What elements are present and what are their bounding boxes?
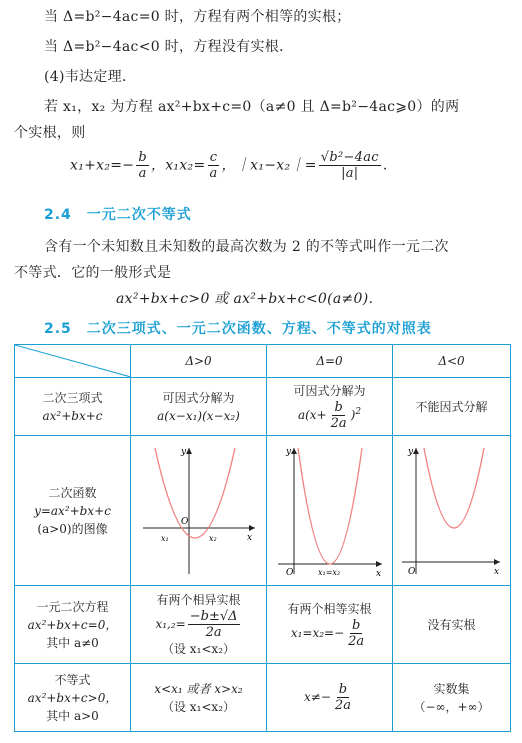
fraction: $\frac{-b\pm√\Delta}{2a}$ (189, 609, 238, 640)
row-label-inequality: 不等式 ax²+bx+c>0， 其中 a>0 (15, 664, 131, 732)
cell-inequality-zero: x≠− $\frac{b}{2a}$ (267, 664, 393, 732)
table-corner-cell (15, 345, 131, 378)
col-header-delta-negative: Δ<0 (393, 345, 511, 378)
vieta-product-lhs: ，x₁x₂= (150, 157, 206, 174)
vieta-sum-lhs: x₁+x₂=− (70, 157, 135, 174)
cell-graph-zero (267, 436, 393, 586)
table-row-trinomial (15, 378, 511, 436)
cell-trinomial-positive: 可因式分解为 a(x−x₁)(x−x₂) (131, 378, 267, 436)
fraction: $\frac{b}{2a}$ (348, 618, 365, 649)
fraction: $\frac{b}{2a}$ (330, 400, 347, 431)
svg-text:O: O (407, 566, 415, 577)
col-header-delta-zero: Δ=0 (267, 345, 393, 378)
svg-text:x: x (246, 532, 252, 543)
row-label-equation: 一元二次方程 ax²+bx+c=0， 其中 a≠0 (15, 586, 131, 664)
svg-text:y: y (407, 446, 413, 457)
parabola-no-root-graph (398, 442, 506, 580)
svg-text:x₂: x₂ (208, 533, 217, 543)
cell-equation-zero: 有两个相等实根 x₁=x₂=− $\frac{b}{2a}$ (267, 586, 393, 664)
cell-inequality-positive: x<x₁ 或者 x>x₂ （设 x₁<x₂） (131, 664, 267, 732)
svg-text:y: y (285, 446, 291, 457)
row-label-function: 二次函数 y=ax²+bx+c (a>0)的图像 (15, 436, 131, 586)
svg-text:x₁: x₁ (160, 533, 169, 543)
parabola-one-root-graph (272, 442, 388, 580)
cell-graph-positive (131, 436, 267, 586)
table-row-function-graph (15, 436, 511, 586)
fraction: $\frac{b}{2a}$ (334, 682, 351, 713)
text-line-vieta-title: (4)韦达定理． (44, 69, 137, 85)
text-line-inequality-def-cont: 不等式．它的一般形式是 (14, 265, 172, 281)
fraction: $\frac{b}{a}$ (138, 150, 147, 181)
inequality-general-form: ax²+bx+c>0 或 ax²+bx+c<0(a≠0). (116, 291, 374, 307)
cell-trinomial-zero: 可因式分解为 a(x+ $\frac{b}{2a}$ )$^2$ (267, 378, 393, 436)
cell-trinomial-negative: 不能因式分解 (393, 378, 511, 436)
fraction: $\frac{c}{a}$ (209, 150, 218, 181)
parabola-two-roots-graph (137, 442, 261, 580)
comparison-table (14, 344, 511, 732)
svg-text:y: y (180, 446, 186, 457)
svg-text:x: x (493, 566, 499, 577)
text-line-vieta-condition: 若 x₁，x₂ 为方程 ax²+bx+c=0（a≠0 且 Δ=b²−4ac⩾0）的两 (44, 99, 460, 115)
svg-text:O: O (180, 516, 188, 527)
text-line-vieta-condition-cont: 个实根，则 (14, 125, 86, 141)
section-heading-2-4: 2.4 一元二次不等式 (44, 207, 192, 223)
text-line-delta-negative: 当 Δ=b²−4ac<0 时，方程没有实根． (44, 39, 294, 55)
cell-graph-negative (393, 436, 511, 586)
fraction: $\frac{\text{√b²−4ac}}{|a|}$ (320, 150, 379, 181)
text-line-delta-zero: 当 Δ=b²−4ac=0 时，方程有两个相等的实根； (44, 9, 351, 25)
row-label-trinomial: 二次三项式 ax²+bx+c (15, 378, 131, 436)
text-line-inequality-def: 含有一个未知数且未知数的最高次数为 2 的不等式叫作一元二次 (44, 239, 449, 255)
vieta-formula: x₁+x₂=− $\frac{b}{a}$ ，x₁x₂= $\frac{c}{a}$ ，｜x₁−x₂｜= $\frac{\text{√b²−4ac}}{|a|}$ . (70, 150, 388, 181)
table-row-equation (15, 586, 511, 664)
diagonal-line (15, 345, 131, 377)
vieta-difference-lhs: ，｜x₁−x₂｜= (221, 157, 317, 174)
svg-text:O: O (285, 567, 293, 578)
cell-equation-negative: 没有实根 (393, 586, 511, 664)
cell-equation-positive: 有两个相异实根 x₁,₂= $\frac{-b\pm√\Delta}{2a}$ （设 x₁<x₂） (131, 586, 267, 664)
svg-text:x₁=x₂: x₁=x₂ (317, 567, 340, 577)
section-heading-2-5: 2.5 二次三项式、一元二次函数、方程、不等式的对照表 (44, 321, 432, 337)
table-row-inequality (15, 664, 511, 732)
cell-inequality-negative: 实数集 （−∞，+∞） (393, 664, 511, 732)
col-header-delta-positive: Δ>0 (131, 345, 267, 378)
table-header-row (15, 345, 511, 378)
svg-text:x: x (375, 568, 381, 579)
